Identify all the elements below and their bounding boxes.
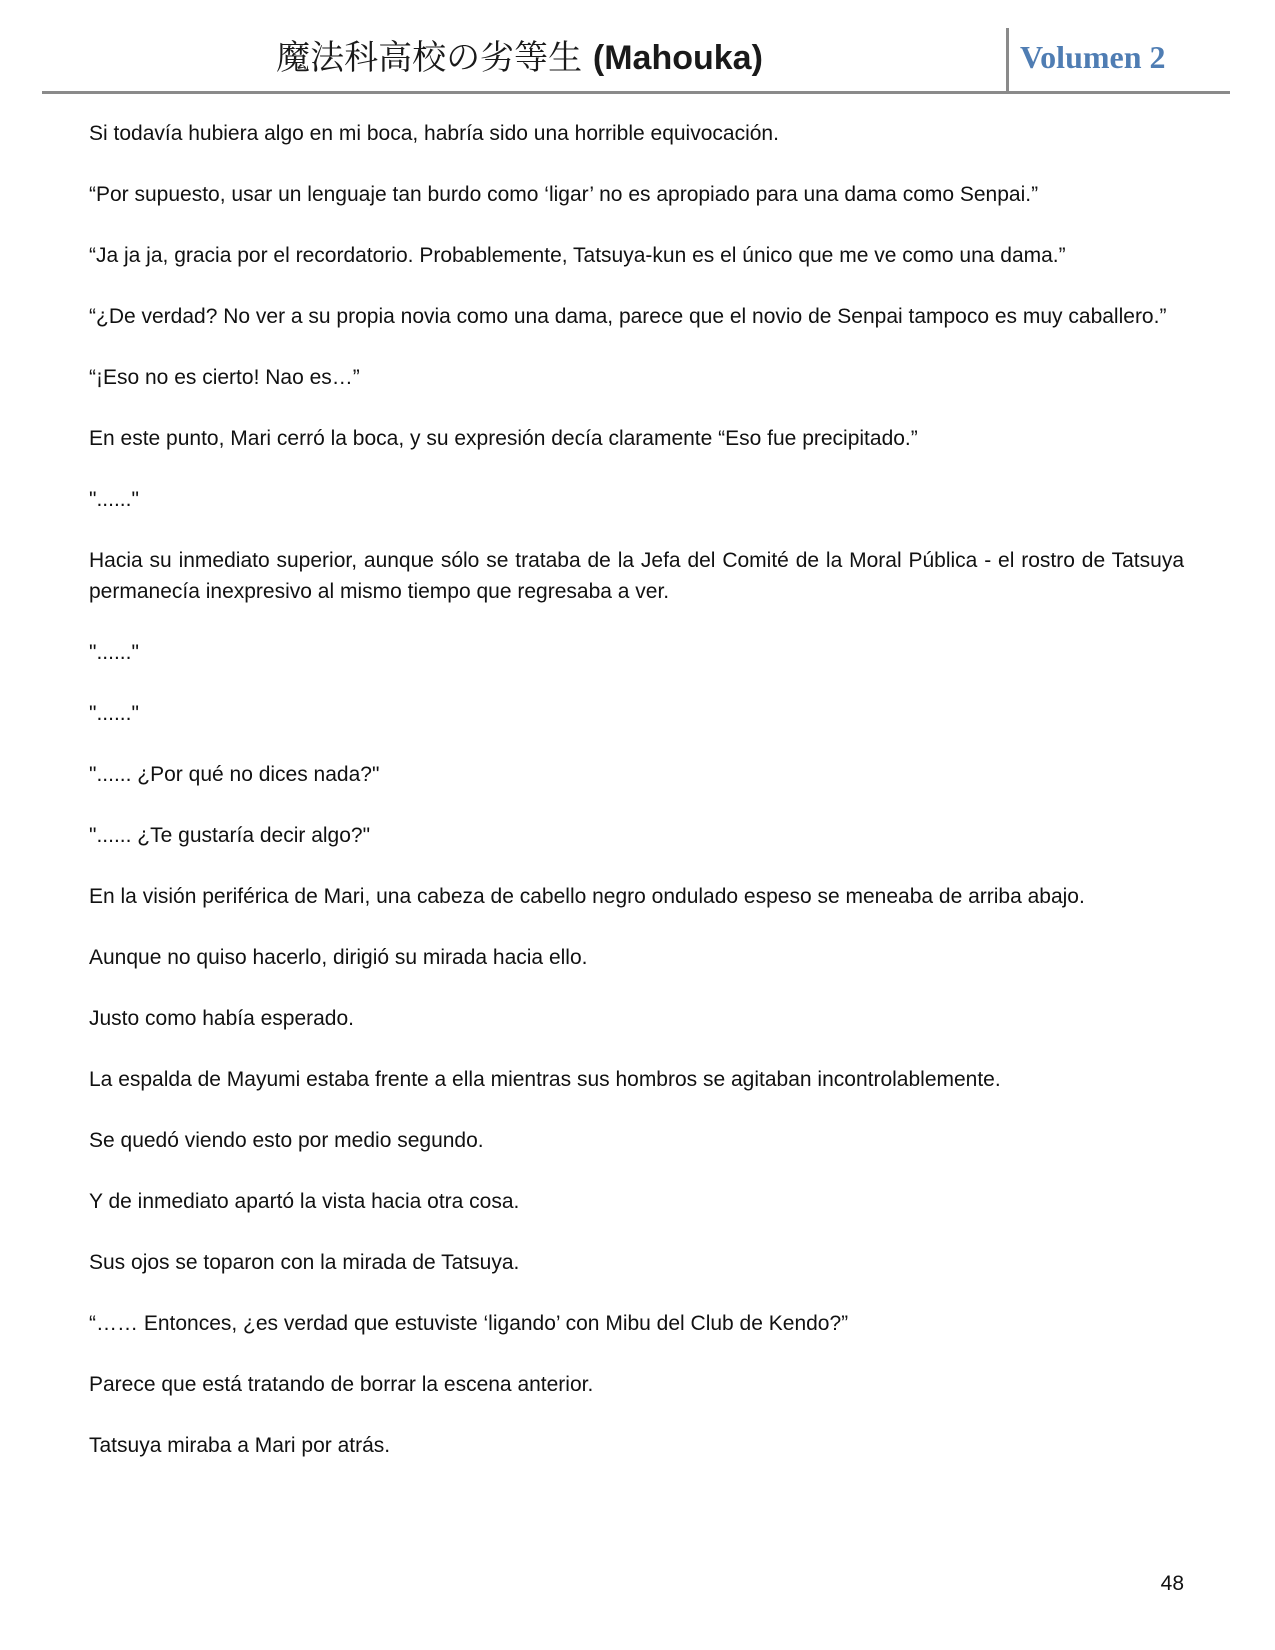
paragraph: "......": [89, 488, 139, 511]
page-number: 48: [1160, 1572, 1184, 1595]
paragraph: Sus ojos se toparon con la mirada de Tatsuya.: [89, 1251, 520, 1274]
paragraph: "......": [89, 641, 139, 664]
book-title-japanese: 魔法科高校の劣等生: [276, 38, 583, 78]
book-title-latin: (Mahouka): [592, 39, 763, 77]
paragraph: Parece que está tratando de borrar la escena anterior.: [89, 1373, 594, 1396]
header-divider-vertical: [1006, 28, 1009, 92]
volume-label: Volumen 2: [1020, 39, 1166, 75]
paragraph: Tatsuya miraba a Mari por atrás.: [89, 1434, 391, 1457]
paragraph: “…… Entonces, ¿es verdad que estuviste ‘ligando’ con Mibu del Club de Kendo?”: [89, 1312, 849, 1335]
paragraph: “Ja ja ja, gracia por el recordatorio. Probablemente, Tatsuya-kun es el único que me ve como una dama.”: [89, 244, 1066, 267]
paragraph: Hacia su inmediato superior, aunque sólo se trataba de la Jefa del Comité de la Moral Pública - el rostro de Tatsuya permanecía inexpresivo al mismo tiempo que regresaba a ver.: [89, 549, 1184, 603]
paragraph: “¡Eso no es cierto! Nao es…”: [89, 366, 360, 389]
paragraph: Aunque no quiso hacerlo, dirigió su mirada hacia ello.: [89, 946, 588, 969]
paragraph: La espalda de Mayumi estaba frente a ella mientras sus hombros se agitaban incontrolablemente.: [89, 1068, 1001, 1091]
paragraph: En la visión periférica de Mari, una cabeza de cabello negro ondulado espeso se meneaba de arriba abajo.: [89, 885, 1085, 908]
paragraph: "...... ¿Te gustaría decir algo?": [89, 824, 371, 847]
paragraph: "......": [89, 702, 139, 725]
page-body: [89, 118, 1184, 1491]
paragraph: Se quedó viendo esto por medio segundo.: [89, 1129, 484, 1152]
header-divider-horizontal: [42, 91, 1230, 94]
paragraph: “¿De verdad? No ver a su propia novia como una dama, parece que el novio de Senpai tampoco es muy caballero.”: [89, 305, 1167, 328]
paragraph: Justo como había esperado.: [89, 1007, 355, 1030]
page-header: [42, 28, 1230, 94]
paragraph: "...... ¿Por qué no dices nada?": [89, 763, 380, 786]
paragraph: Si todavía hubiera algo en mi boca, habría sido una horrible equivocación.: [89, 122, 779, 145]
paragraph: “Por supuesto, usar un lenguaje tan burdo como ‘ligar’ no es apropiado para una dama como Senpai.”: [89, 183, 1039, 206]
paragraph: En este punto, Mari cerró la boca, y su expresión decía claramente “Eso fue precipitado.”: [89, 427, 918, 450]
book-title: [42, 36, 997, 80]
paragraph: Y de inmediato apartó la vista hacia otra cosa.: [89, 1190, 520, 1213]
